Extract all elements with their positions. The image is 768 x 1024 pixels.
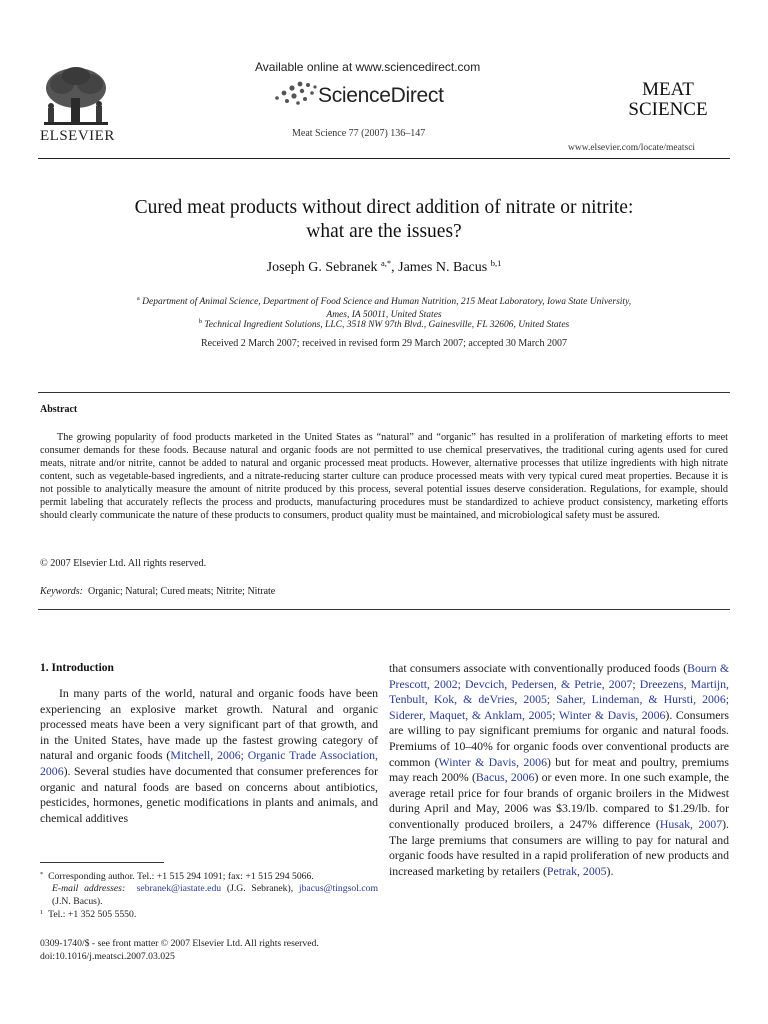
intro-text: ). Several studies have documented that consumer preferences for organic and natural foods are based on concerns about antibiotics, pesticides, hormones, genetic modifications in plants and animals, and chemical additives [40,763,378,825]
affiliation-b-text: Technical Ingredient Solutions, LLC, 3518 NW 97th Blvd., Gainesville, FL 32606, United States [204,320,570,330]
author-list [40,258,728,276]
citation-link[interactable]: Winter & Davis, 2006 [438,754,547,769]
journal-title [618,80,718,120]
citation-link[interactable]: Bourn & Prescott, 2002; Devcich, Pedersen, & Petrie, 2007; Dreezens, Martijn, Tenbult, Kok, & deVries, 2005; Saher, Lindeman, & Hursti, 2006; Siderer, Maquet, & Anklam, 2005; Winter & Davis, 2006 [389,661,729,722]
publisher-name: ELSEVIER [40,128,115,144]
elsevier-tree-logo [38,62,114,130]
header-rule [38,158,730,159]
citation-link[interactable]: Husak, 2007 [659,816,723,831]
affiliation-a-mark: a [136,295,140,302]
corresponding-author-text: Corresponding author. Tel.: +1 515 294 1091; fax: +1 515 294 5066. [48,871,314,882]
intro-text: ). Consumers are willing to pay significant premiums for organic and natural foods. Premiums of 10–40% for organic foods over conventional products are common ( [389,707,730,769]
footnote-1-mark: 1 [40,909,44,916]
email-owner-1: (J.G. Sebranek), [226,883,294,895]
email-link-bacus[interactable]: jbacus@tingsol.com [298,883,379,895]
abstract-copyright: © 2007 Elsevier Ltd. All rights reserved. [40,558,207,569]
article-title [40,196,728,244]
footnote-star-mark: * [40,871,44,878]
keywords-list: Organic; Natural; Cured meats; Nitrite; Nitrate [87,586,276,597]
abstract-heading: Abstract [40,404,78,415]
intro-text: ) or even more. In one such example, the average retail price for four brands of organic broilers in the Midwest during April and May, 2006 was $3.19/lb. compared to $1.29/lb. for conventionally produced broilers, a 247% difference ( [389,770,729,831]
footnote-rule [40,862,164,863]
keywords-rule [38,609,730,610]
intro-text: that consumers associate with conventionally produced foods ( [389,661,688,675]
author-2: James N. Bacus [398,260,488,275]
abstract-text: The growing popularity of food products marketed in the United States as “natural” and “organic” has resulted in a proliferation of marketing efforts to meet consumer demands for these foods. Because natural and organic foods are not permitted to use chemical preservatives, the traditional curing agents used for cured meats, nitrate and/or nitrite, cannot be added to natural and organic processed meat products. However, alternative processes that utilize ingredients with high nitrate content, such as vegetable-based ingredients, and a nitrate-reducing starter culture can produce processed meats with very typical cured meat properties. Because it is not possible to analytically measure the amount of nitrite produced by this process, several potential issues deserve consideration. Regulations, for example, should permit labeling that accurately reflects the process and products, manufacturing procedures must be standardized to achieve product consistency, marketing efforts should clearly communicate the nature of these products to consumers, product quality must be maintained, and microbiological safety must be assured. [40,432,728,521]
abstract-top-rule [38,392,730,393]
email-label: E-mail addresses: [52,883,126,895]
intro-text: ). The large premiums that consumers are willing to pay for natural and organic foods have resulted in a rapid proliferation of new products and increased marketing by retailers ( [389,816,729,878]
citation-link[interactable]: Bacus, 2006 [475,770,535,785]
author-separator: , [391,260,399,275]
keywords-label: Keywords: [40,586,83,597]
sciencedirect-dots-logo [272,80,320,106]
author-1-affiliation-mark[interactable]: a,* [380,258,392,268]
keywords [40,586,275,597]
affiliation-b-mark: b [198,318,202,325]
intro-left-column [40,686,378,826]
sciencedirect-wordmark: ScienceDirect [318,84,444,107]
received-dates: Received 2 March 2007; received in revised form 29 March 2007; accepted 30 March 2007 [201,338,567,349]
email-owner-2: (J.N. Bacus). [52,895,103,907]
citation-link[interactable]: Petrak, 2005 [546,863,607,878]
corresponding-author-footnote [40,869,378,908]
available-online-text: Available online at www.sciencedirect.com [255,60,481,74]
intro-text: In many parts of the world, natural and organic foods have been experiencing an explosive market growth. Natural and organic processed meats have been a very significant part of that growth, and in the United States, have made up the fastest growing category of natural and organic foods ( [40,686,378,763]
telephone-footnote [40,909,136,920]
intro-right-column [389,661,729,879]
citation-link[interactable]: Mitchell, 2006; Organic Trade Association, 2006 [40,748,379,778]
issn-line: 0309-1740/$ - see front matter © 2007 Elsevier Ltd. All rights reserved. [40,938,319,949]
journal-title-line2: SCIENCE [628,99,708,120]
affiliation-b [40,318,728,330]
intro-text: ). [606,863,614,878]
doi-line[interactable]: doi:10.1016/j.meatsci.2007.03.025 [40,951,175,962]
author-1: Joseph G. Sebranek [266,260,378,275]
journal-title-line1: MEAT [642,79,694,100]
article-title-line1: Cured meat products without direct addition of nitrate or nitrite: [134,197,634,218]
journal-reference: Meat Science 77 (2007) 136–147 [292,128,426,139]
author-2-affiliation-mark[interactable]: b,1 [490,258,502,268]
affiliation-a-line1: Department of Animal Science, Department of Food Science and Human Nutrition, 215 Meat Laboratory, Iowa State University, [142,297,632,307]
journal-url[interactable]: www.elsevier.com/locate/meatsci [568,143,696,153]
affiliation-a-line2: Ames, IA 50011, United States [326,310,442,320]
article-title-line2: what are the issues? [306,221,462,242]
email-link-sebranek[interactable]: sebranek@iastate.edu [136,883,222,895]
telephone-text: Tel.: +1 352 505 5550. [48,909,137,920]
section-heading-introduction: 1. Introduction [40,662,114,674]
intro-text: ) but for meat and poultry, premiums may reach 200% ( [389,754,729,785]
